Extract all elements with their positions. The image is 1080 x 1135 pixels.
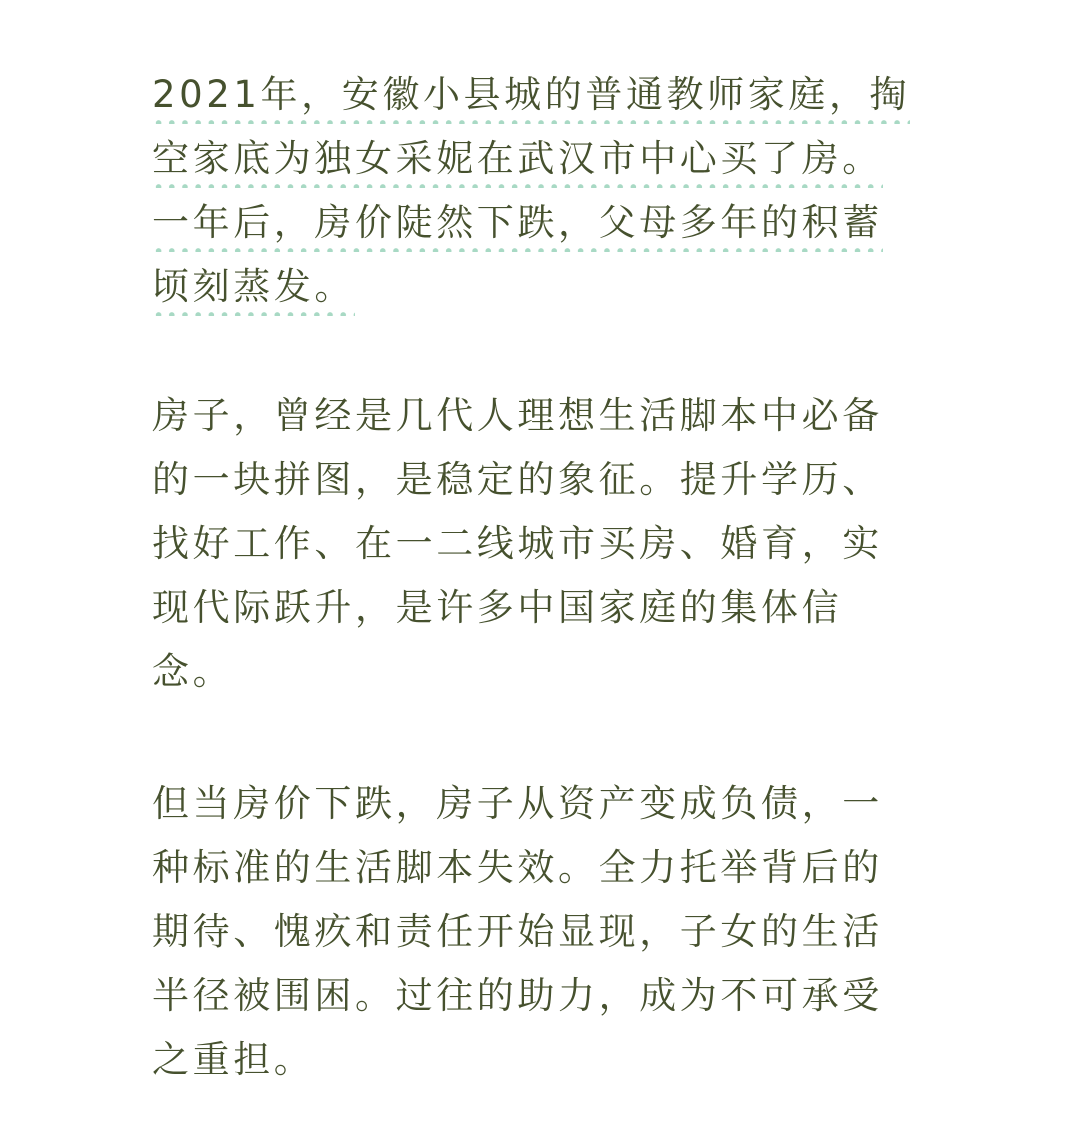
dotted-underline-text: 顷刻蒸发。: [152, 258, 355, 316]
text-line: 之重担。: [152, 1038, 315, 1081]
text-line: 的一块拼图，是稳定的象征。提升学历、: [152, 458, 883, 501]
text-line: 期待、愧疚和责任开始显现，子女的生活: [152, 910, 883, 953]
text-line: [152, 258, 932, 322]
text-line: 找好工作、在一二线城市买房、婚育，实: [152, 522, 883, 565]
paragraph-intro-highlighted: [152, 66, 932, 322]
text-line: 念。: [152, 650, 234, 693]
paragraph-spacer: [152, 707, 932, 775]
article-body: [152, 66, 932, 1095]
paragraph-price-drop: [152, 775, 932, 1095]
paragraph-spacer: [152, 322, 932, 387]
text-line: [152, 194, 932, 258]
text-line: 现代际跃升，是许多中国家庭的集体信: [152, 586, 843, 629]
text-line: 房子，曾经是几代人理想生活脚本中必备: [152, 394, 883, 437]
text-line: 半径被围困。过往的助力，成为不可承受: [152, 974, 883, 1017]
text-line: 但当房价下跌，房子从资产变成负债，一: [152, 782, 883, 825]
dotted-underline-text: 一年后，房价陡然下跌，父母多年的积蓄: [152, 194, 883, 252]
paragraph-housing-belief: [152, 387, 932, 707]
text-line: 种标准的生活脚本失效。全力托举背后的: [152, 846, 883, 889]
dotted-underline-text: 2021年，安徽小县城的普通教师家庭，掏: [152, 66, 910, 124]
text-line: [152, 130, 932, 194]
dotted-underline-text: 空家底为独女采妮在武汉市中心买了房。: [152, 130, 883, 188]
text-line: [152, 66, 932, 130]
